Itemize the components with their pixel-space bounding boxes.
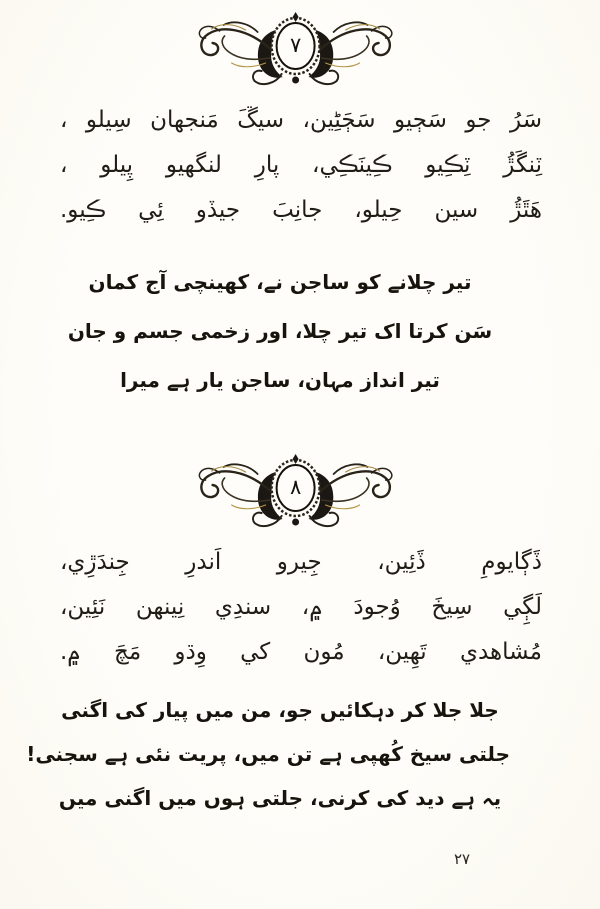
sindhi-verse-line: ڏَڳايومِ ڏَئِين، جِيرو اَندرِ جِندَڙِي، bbox=[60, 549, 542, 575]
section-number: ۸ bbox=[289, 475, 302, 500]
sindhi-verse-line: لَڳِي سِيخَ وُجودَ ۾، سندِي نِينهن نَئِين، bbox=[60, 594, 542, 620]
sindhi-verse-line: ٽِنگَڙُ ٽِڪِيو ڪِينَڪِي، پارِ لنگهيو پِيلو ، bbox=[60, 152, 542, 178]
page-number: ۲۷ bbox=[453, 850, 471, 868]
urdu-verse-line: یہ ہے دید کی کرنی، جلتی ہوں میں اگنی میں bbox=[58, 786, 502, 810]
urdu-verse-line: تیر چلانے کو ساجن نے، کھینچی آج کمان bbox=[88, 270, 472, 294]
sindhi-verse-block bbox=[60, 98, 542, 233]
section-divider-ornament bbox=[186, 10, 406, 88]
urdu-translation-block bbox=[26, 688, 510, 820]
section-divider-ornament bbox=[186, 452, 406, 530]
urdu-verse-line: جلا جلا کر دہکائیں جو، من میں پیار کی اگنی bbox=[61, 698, 499, 722]
sindhi-verse-block bbox=[60, 540, 542, 675]
urdu-translation-block bbox=[50, 258, 510, 405]
sindhi-verse-line: سَرُ جو سَڄيو سَڄَڻِين، سيڱَ مَنجهان سِيلو ، bbox=[60, 107, 542, 133]
section-number: ۷ bbox=[289, 33, 302, 58]
urdu-verse-line: تیر انداز مہان، ساجن یار ہے میرا bbox=[120, 368, 440, 392]
urdu-verse-line: جلتی سیخ کُھپی ہے تن میں، پریت نئی ہے سجنی! bbox=[26, 742, 510, 766]
sindhi-verse-line: مُشاهدي تَهِين، مُون کي وِڌو مَچَ ۾. bbox=[60, 639, 542, 665]
urdu-verse-line: سَن کرتا اک تیر چلا، اور زخمی جسم و جان bbox=[67, 319, 493, 343]
sindhi-verse-line: هَٿَڙُ سين حِيلو، جانِبَ جيڏو ئِي ڪِيو. bbox=[60, 197, 542, 223]
